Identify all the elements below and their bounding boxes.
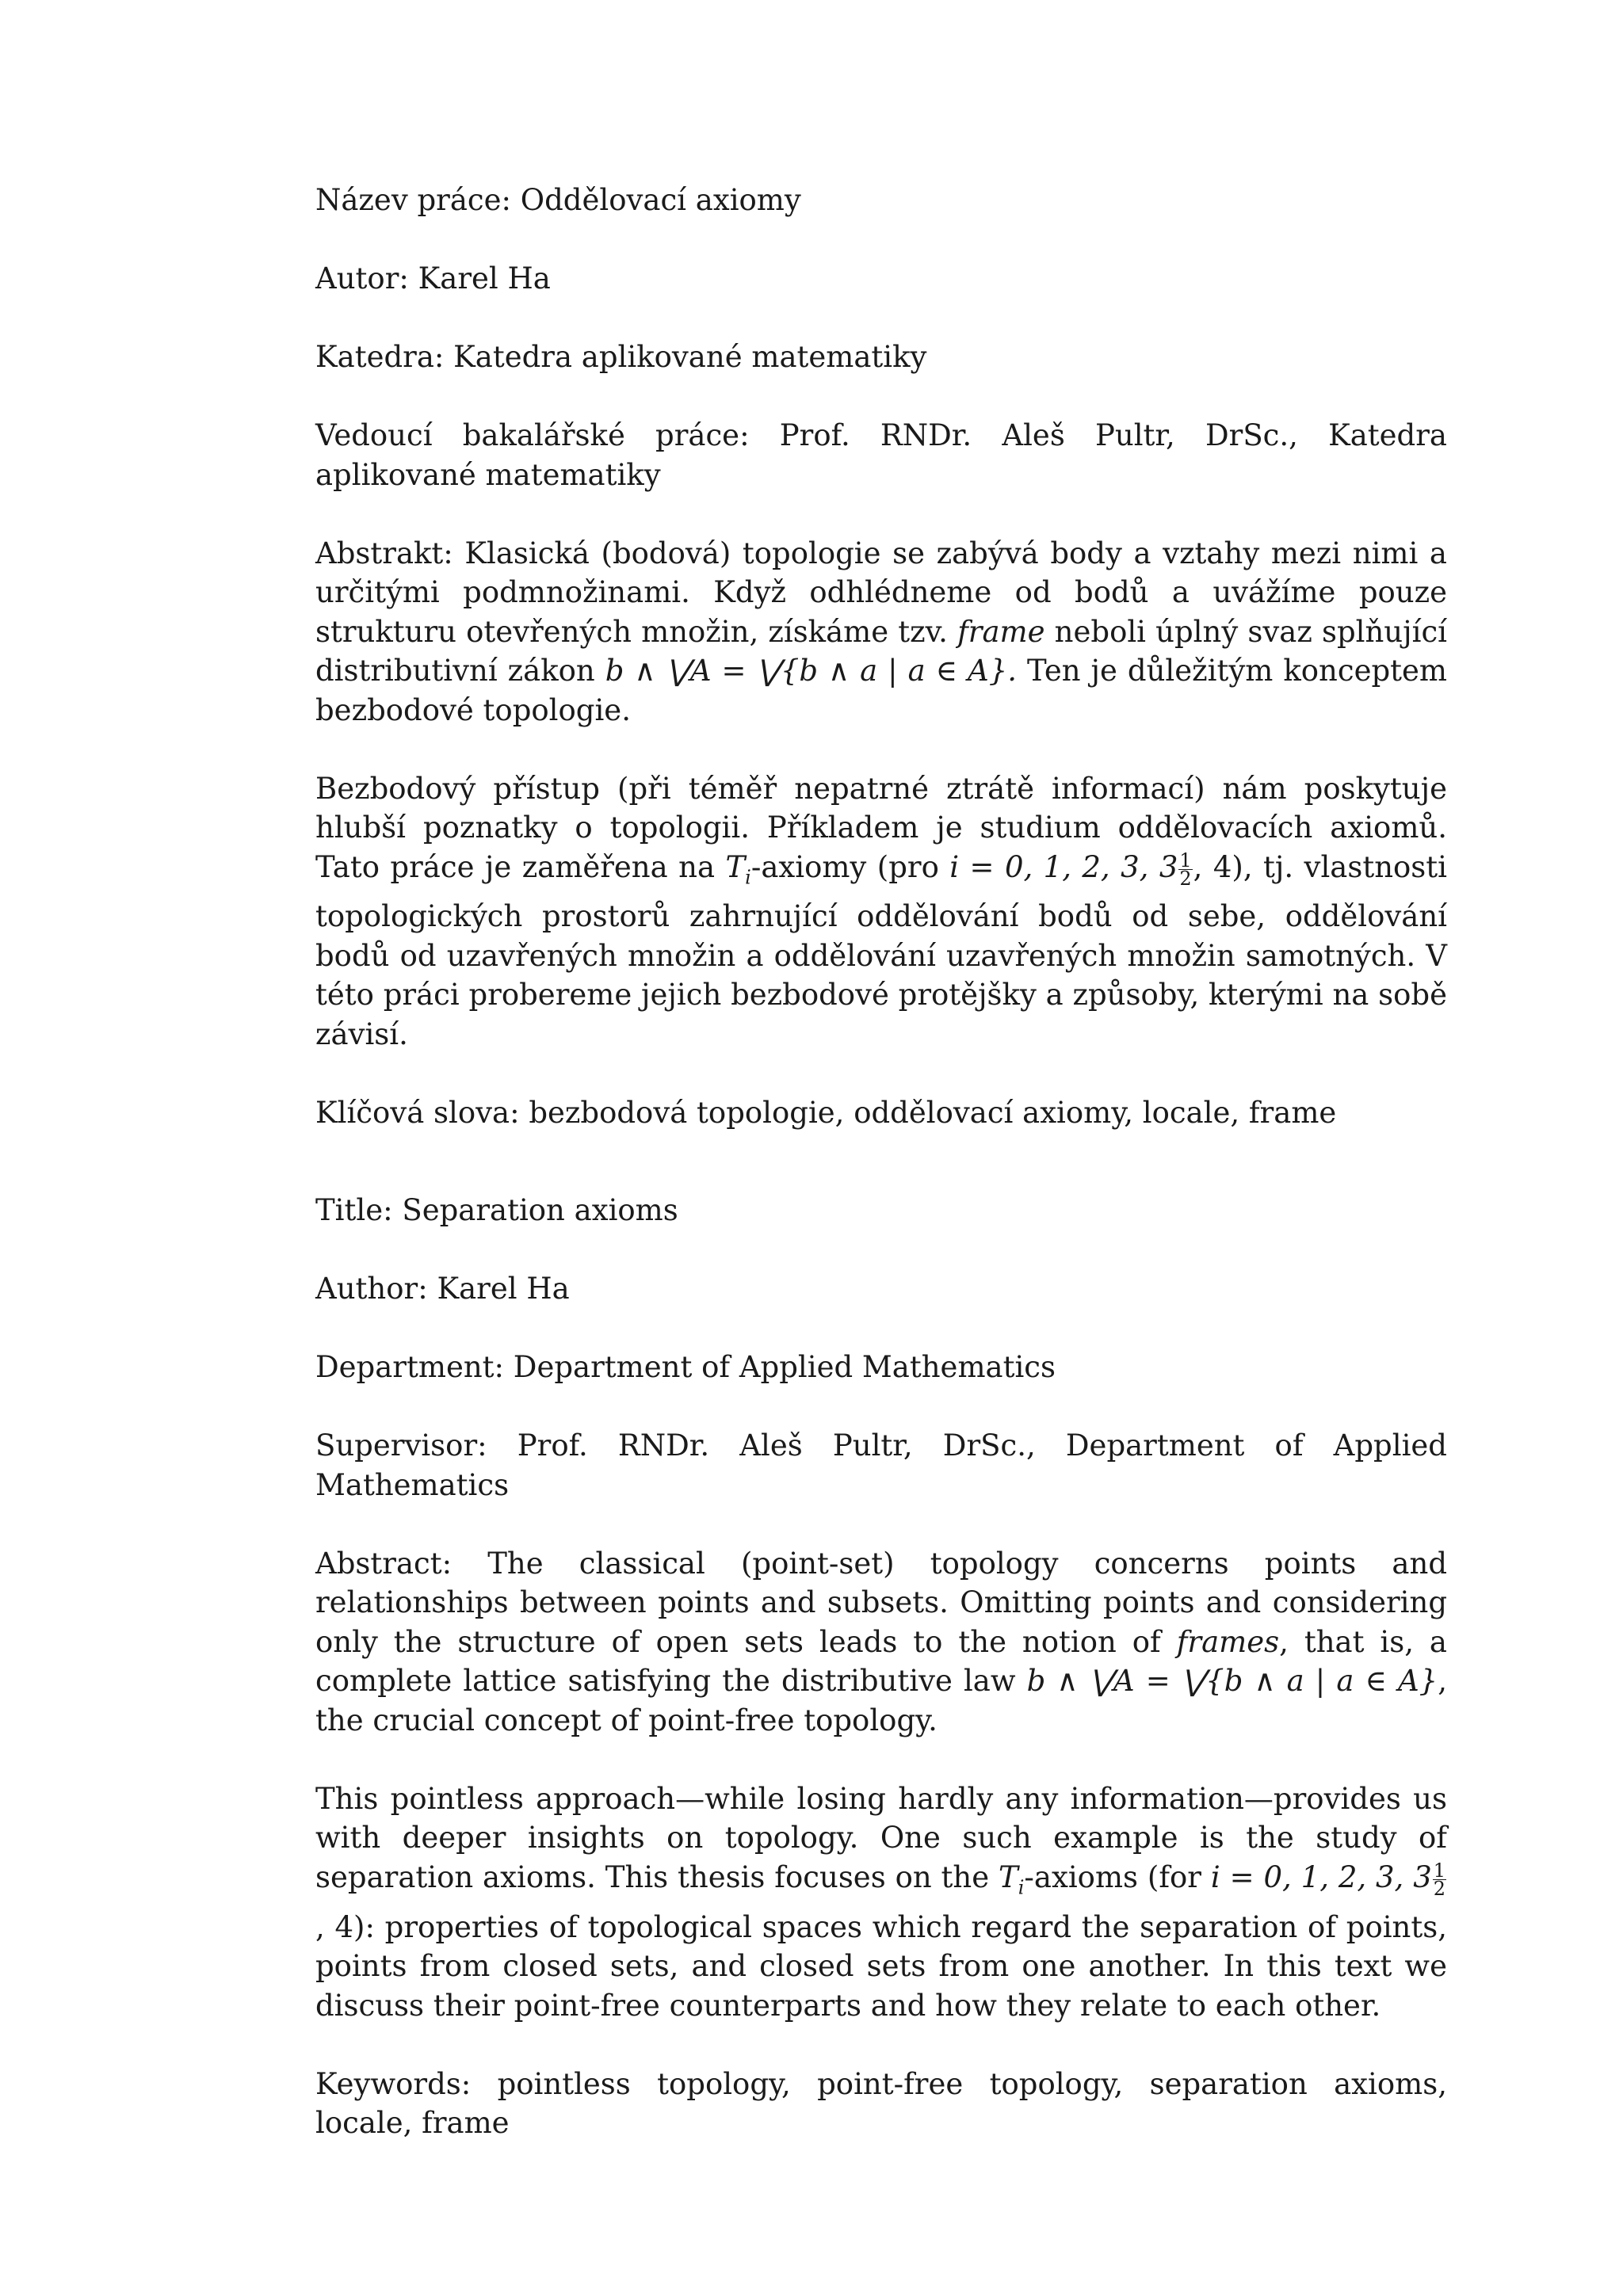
en-title-value: Separation axioms [402, 1193, 678, 1228]
cz-department-line [315, 338, 1447, 377]
en-keywords-line [315, 2065, 1447, 2143]
cz-department-value: Katedra aplikované matematiky [453, 340, 927, 374]
en-one-half-fraction: $\frac{1}{2}$ [1433, 1859, 1446, 1900]
cz-abstract-text-3: Ten je důležitým konceptem bezbodové topologie. [315, 654, 1448, 727]
cz-para2-text-2: -axiomy (pro [750, 849, 939, 884]
en-index-range: i = 0, 1, 2, 3, 3 [1210, 1859, 1432, 1894]
en-para2-text-1: This pointless approach—while losing hardly any information—provides us with deeper insights on topology. One such example is the study of separation axioms. This thesis focuses on the [315, 1781, 1447, 1894]
en-department-value: Department of Applied Mathematics [513, 1350, 1056, 1385]
en-separation-paragraph [315, 1779, 1447, 2025]
en-supervisor-value: Prof. RNDr. Aleš Pultr, DrSc., Department of Applied Mathematics [315, 1428, 1447, 1502]
cz-supervisor-value: Prof. RNDr. Aleš Pultr, DrSc., Katedra aplikované matematiky [315, 418, 1447, 492]
cz-para2-text-3: , 4), tj. vlastnosti topologických prostorů zahrnující oddělování bodů od sebe, oddělování bodů od uzavřených množin a oddělování uzavřených množin samotných. V této práci probereme jejich bezbodové protějšky a způsoby, kterými na sobě závisí. [315, 849, 1447, 1051]
cz-author-label: Autor: [315, 261, 409, 296]
cz-separation-paragraph [315, 769, 1447, 1055]
cz-abstract-frame-term: frame [957, 614, 1045, 649]
en-abstract-paragraph [315, 1544, 1447, 1741]
en-title-line [315, 1191, 1447, 1230]
en-para2-text-3: , 4): properties of topological spaces which regard the separation of points, points from closed sets, and closed sets from one another. In this text we discuss their point-free counterparts and how they relate to each other. [315, 1909, 1447, 2023]
abstract-page [315, 181, 1447, 2182]
cz-abstract-label: Abstrakt: [315, 536, 453, 570]
en-abstract-text-1: The classical (point-set) topology concerns points and relationships between points and subsets. Omitting points and considering only the structure of open sets leads to the notion of [315, 1546, 1448, 1659]
en-keywords-value: pointless topology, point-free topology, separation axioms, locale, frame [315, 2066, 1447, 2141]
cz-department-label: Katedra: [315, 340, 445, 374]
en-abstract-text-3: , the crucial concept of point-free topology. [315, 1664, 1447, 1737]
en-abstract-text-2: , that is, a complete lattice satisfying the distributive law [315, 1624, 1447, 1699]
en-ti-symbol: $T_i$ [999, 1859, 1025, 1899]
cz-title-line [315, 181, 1447, 220]
en-abstract-frames-term: frames [1176, 1624, 1280, 1659]
en-supervisor-label: Supervisor: [315, 1428, 487, 1463]
en-title-label: Title: [315, 1193, 393, 1228]
cz-author-value: Karel Ha [418, 261, 551, 296]
cz-supervisor-line [315, 416, 1447, 494]
en-author-value: Karel Ha [437, 1272, 570, 1306]
cz-keywords-value: bezbodová topologie, oddělovací axiomy, locale, frame [529, 1095, 1337, 1130]
cz-distributive-law-formula: b ∧ ⋁A = ⋁{b ∧ a | a ∈ A}. [605, 654, 1018, 688]
cz-author-line [315, 259, 1447, 299]
cz-abstract-text-1: Klasická (bodová) topologie se zabývá body a vztahy mezi nimi a určitými podmnožinami. Když odhlédneme od bodů a uvážíme pouze strukturu otevřených množin, získáme tzv. [315, 536, 1447, 649]
en-distributive-law-formula: b ∧ ⋁A = ⋁{b ∧ a | a ∈ A} [1026, 1664, 1438, 1699]
en-department-line [315, 1348, 1447, 1387]
en-supervisor-line [315, 1426, 1447, 1505]
cz-abstract-paragraph [315, 534, 1447, 730]
cz-one-half-fraction: $\frac{1}{2}$ [1179, 849, 1192, 890]
en-author-label: Author: [315, 1272, 428, 1306]
cz-para2-text-1: Bezbodový přístup (při téměř nepatrné ztrátě informací) nám poskytuje hlubší poznatky o topologii. Příkladem je studium oddělovacích axiomů. Tato práce je zaměřena na [315, 771, 1447, 884]
cz-keywords-label: Klíčová slova: [315, 1095, 520, 1130]
cz-title-value: Oddělovací axiomy [520, 183, 801, 217]
cz-abstract-text-2: neboli úplný svaz splňující distributivní zákon [315, 614, 1447, 688]
cz-keywords-line [315, 1093, 1447, 1133]
cz-ti-symbol: $T_i$ [725, 849, 751, 888]
en-para2-text-2: -axioms (for [1024, 1859, 1201, 1894]
en-author-line [315, 1269, 1447, 1309]
en-department-label: Department: [315, 1350, 505, 1385]
en-keywords-label: Keywords: [315, 2066, 472, 2101]
cz-supervisor-label: Vedoucí bakalářské práce: [315, 418, 750, 452]
en-abstract-label: Abstract: [315, 1546, 453, 1581]
cz-index-range: i = 0, 1, 2, 3, 3 [949, 849, 1178, 884]
cz-title-label: Název práce: [315, 183, 512, 217]
